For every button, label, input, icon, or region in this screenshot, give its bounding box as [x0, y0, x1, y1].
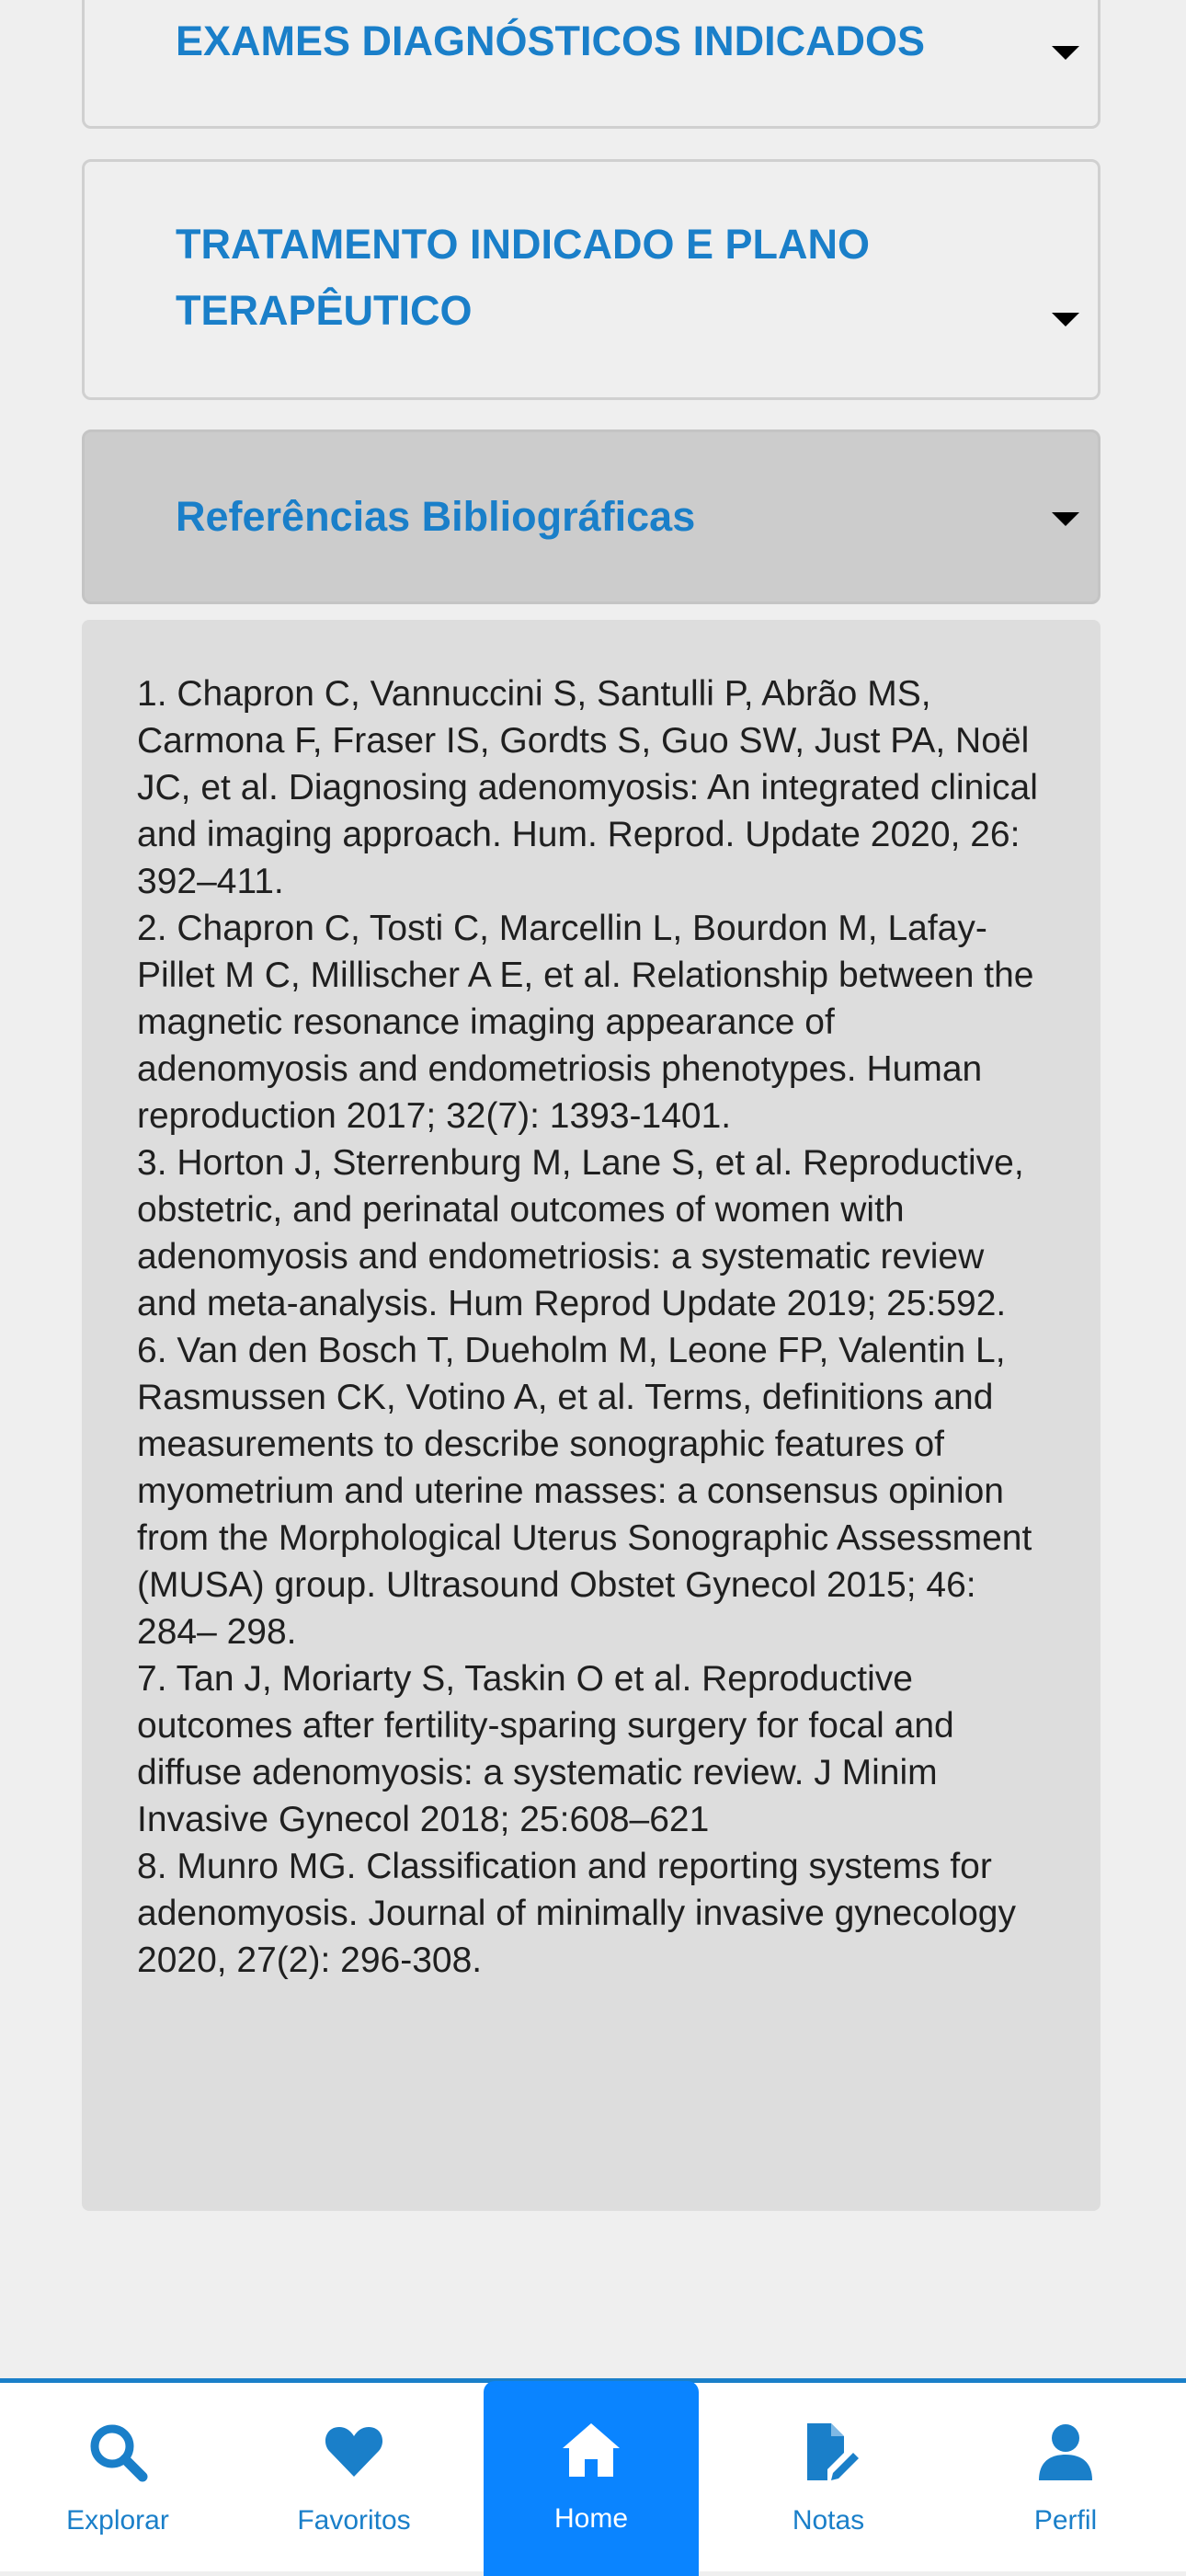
- nav-label: Perfil: [1033, 2505, 1098, 2536]
- nav-item-favoritos[interactable]: [246, 2383, 462, 2576]
- reference-item: 7. Tan J, Moriarty S, Taskin O et al. Reproductive outcomes after fertility-sparing surgery for focal and diffuse adenomyosis: a systematic review. J Minim Invasive Gynecol 2018; 25:608–621: [137, 1659, 954, 1839]
- accordion-title: Referências Bibliográficas: [176, 493, 696, 540]
- accordion-exames-diagnosticos[interactable]: [82, 0, 1100, 129]
- reference-item: 8. Munro MG. Classification and reporting systems for adenomyosis. Journal of minimally invasive gynecology 2020, 27(2): 296-308.: [137, 1847, 1016, 1980]
- user-icon: [1033, 2420, 1098, 2484]
- accordion-title: [176, 212, 1003, 344]
- references-panel: [82, 620, 1100, 2211]
- nav-item-perfil[interactable]: [958, 2383, 1173, 2576]
- chevron-down-icon: [1052, 46, 1079, 60]
- home-icon: [559, 2418, 623, 2482]
- bottom-navigation: [0, 2378, 1186, 2571]
- nav-label: Explorar: [66, 2505, 169, 2536]
- note-edit-icon: [796, 2420, 861, 2484]
- reference-item: 2. Chapron C, Tosti C, Marcellin L, Bourdon M, Lafay-Pillet M C, Millischer A E, et al. Relationship between the magnetic resonance imaging appearance of adenomyosis and endometriosis phenotypes. Human reproduction 2017; 32(7): 1393-1401.: [137, 909, 1034, 1136]
- nav-item-home[interactable]: [484, 2381, 699, 2576]
- accordion-title: EXAMES DIAGNÓSTICOS INDICADOS: [176, 17, 926, 64]
- reference-item: 1. Chapron C, Vannuccini S, Santulli P, Abrão MS, Carmona F, Fraser IS, Gordts S, Guo SW, Just PA, Noël JC, et al. Diagnosing adenomyosis: An integrated clinical and imaging approach. Hum. Reprod. Update 2020, 26: 392–411.: [137, 674, 1038, 901]
- accordion-title-line-2: TERAPÊUTICO: [176, 287, 473, 334]
- accordion-title-line-1: TRATAMENTO INDICADO E PLANO: [176, 221, 870, 268]
- nav-item-explorar[interactable]: [10, 2383, 225, 2576]
- nav-label: Home: [553, 2503, 629, 2534]
- reference-item: 3. Horton J, Sterrenburg M, Lane S, et al. Reproductive, obstetric, and perinatal outcomes of women with adenomyosis and endometriosis: a systematic review and meta-analysis. Hum Reprod Update 2019; 25:592.: [137, 1143, 1024, 1323]
- chevron-down-icon: [1052, 313, 1079, 326]
- nav-item-notas[interactable]: [721, 2383, 936, 2576]
- accordion-referencias-bibliograficas[interactable]: [82, 429, 1100, 604]
- nav-label: Favoritos: [297, 2505, 411, 2536]
- reference-item: 6. Van den Bosch T, Dueholm M, Leone FP, Valentin L, Rasmussen CK, Votino A, et al. Terms, definitions and measurements to describe sonographic features of myometrium and uterine masses: a consensus opinion from the Morphological Uterus Sonographic Assessment (MUSA) group. Ultrasound Obstet Gynecol 2015; 46: 284– 298.: [137, 1331, 1032, 1652]
- accordion-tratamento-indicado[interactable]: [82, 159, 1100, 400]
- chevron-down-icon: [1052, 512, 1079, 526]
- nav-label: Notas: [792, 2505, 865, 2536]
- search-icon: [86, 2420, 150, 2484]
- heart-icon: [322, 2420, 386, 2484]
